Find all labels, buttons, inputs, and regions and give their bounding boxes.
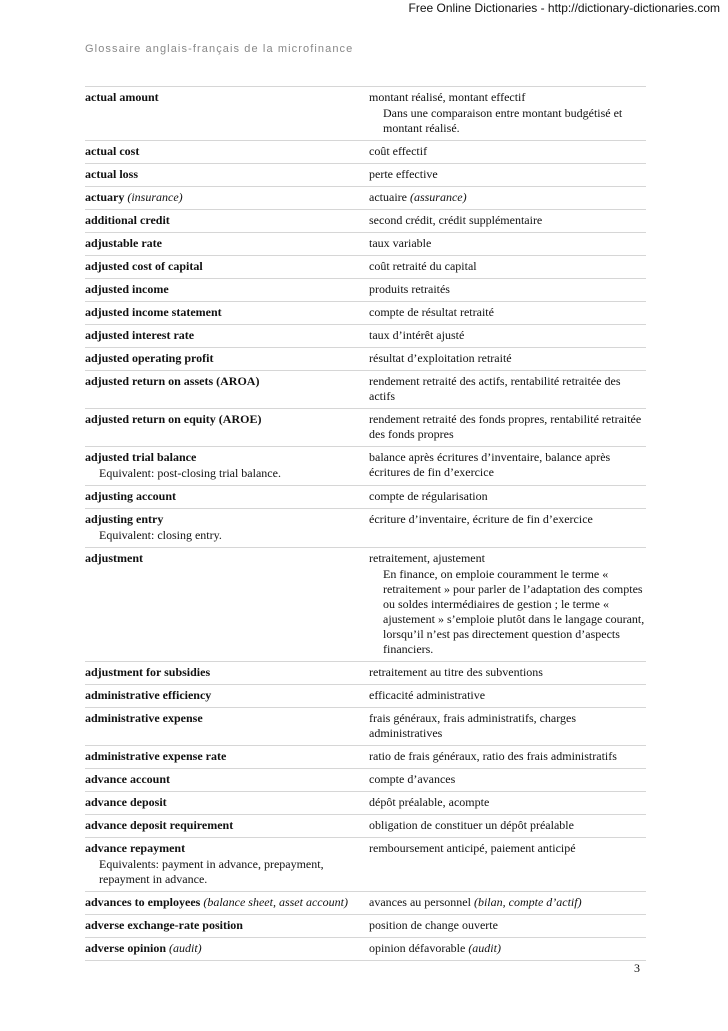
english-cell [85,918,369,933]
english-cell [85,190,369,205]
glossary-row [85,371,646,409]
english-term: adjustable rate [85,236,162,250]
french-translation: rendement retraité des actifs, rentabilité retraitée des actifs [369,374,621,403]
french-translation: coût retraité du capital [369,259,477,273]
english-cell [85,895,369,910]
glossary-row [85,233,646,256]
french-translation: avances au personnel [369,895,471,909]
english-term: advance deposit requirement [85,818,234,832]
english-term: additional credit [85,213,170,227]
french-cell [369,772,646,787]
glossary-table [85,86,646,961]
glossary-row [85,164,646,187]
french-cell [369,918,646,933]
french-cell [369,489,646,504]
glossary-row [85,486,646,509]
french-translation: montant réalisé, montant effectif [369,90,526,104]
english-cell [85,282,369,297]
english-term: adverse opinion [85,941,167,955]
english-cell [85,665,369,680]
french-translation: remboursement anticipé, paiement anticipé [369,841,576,855]
english-cell [85,259,369,274]
english-cell [85,711,369,741]
french-translation: coût effectif [369,144,428,158]
english-cell [85,213,369,228]
glossary-row [85,685,646,708]
french-cell [369,190,646,205]
english-term: adjusted income statement [85,305,222,319]
glossary-row [85,769,646,792]
english-term: actual amount [85,90,159,104]
glossary-row [85,86,646,141]
french-translation: obligation de constituer un dépôt préalable [369,818,574,832]
english-term: advances to employees [85,895,201,909]
english-cell [85,941,369,956]
english-term: adjusted cost of capital [85,259,203,273]
english-term: actual cost [85,144,140,158]
french-translation: rendement retraité des fonds propres, rentabilité retraitée des fonds propres [369,412,642,441]
french-translation: perte effective [369,167,438,181]
english-term: administrative expense rate [85,749,227,763]
french-cell [369,665,646,680]
french-cell [369,236,646,251]
french-cell [369,374,646,404]
french-translation: balance après écritures d’inventaire, balance après écritures de fin d’exercice [369,450,611,479]
english-cell [85,841,369,887]
english-equivalent: Equivalent: closing entry. [99,528,222,542]
glossary-row [85,187,646,210]
french-cell [369,259,646,274]
french-cell [369,688,646,703]
french-translation: actuaire [369,190,407,204]
english-cell [85,772,369,787]
glossary-row [85,141,646,164]
french-translation: taux d’intérêt ajusté [369,328,465,342]
english-cell [85,412,369,442]
french-cell [369,213,646,228]
glossary-row [85,548,646,662]
french-translation: second crédit, crédit supplémentaire [369,213,543,227]
french-cell [369,711,646,741]
glossary-row [85,815,646,838]
glossary-row [85,509,646,548]
french-usage-note: En finance, on emploie couramment le terme « retraitement » pour parler de l’adaptation des comptes ou soldes intermédiaires de gestion ; le terme « ajustement » s’emploie plutôt dans le langage courant, lorsqu’il n’est pas directement question d’aspects financiers. [383,567,645,656]
french-qualifier: (assurance) [409,190,467,204]
french-cell [369,818,646,833]
french-translation: produits retraités [369,282,450,296]
glossary-row [85,279,646,302]
english-cell [85,305,369,320]
english-cell [85,328,369,343]
glossary-row [85,746,646,769]
french-cell [369,90,646,136]
french-translation: efficacité administrative [369,688,486,702]
english-term: adverse exchange-rate position [85,918,243,932]
english-term: adjusted trial balance [85,450,197,464]
french-translation: compte de régularisation [369,489,488,503]
site-banner-text[interactable]: Free Online Dictionaries - http://dictionary-dictionaries.com [408,1,720,15]
french-translation: position de change ouverte [369,918,498,932]
english-term: advance deposit [85,795,167,809]
french-usage-note: Dans une comparaison entre montant budgétisé et montant réalisé. [383,106,623,135]
english-cell [85,450,369,481]
french-cell [369,412,646,442]
french-cell [369,351,646,366]
french-cell [369,895,646,910]
french-translation: résultat d’exploitation retraité [369,351,512,365]
french-cell [369,749,646,764]
french-translation: opinion défavorable [369,941,466,955]
french-translation: retraitement au titre des subventions [369,665,543,679]
french-translation: compte d’avances [369,772,456,786]
french-cell [369,450,646,481]
english-cell [85,144,369,159]
page-number: 3 [634,961,640,975]
english-term: administrative efficiency [85,688,212,702]
english-term: advance account [85,772,170,786]
french-cell [369,512,646,543]
english-term: actuary [85,190,125,204]
english-term: adjusted interest rate [85,328,195,342]
french-cell [369,167,646,182]
french-qualifier: (audit) [468,941,501,955]
english-cell [85,512,369,543]
english-qualifier: (balance sheet, asset account) [203,895,348,909]
french-translation: dépôt préalable, acompte [369,795,490,809]
english-equivalent: Equivalent: post-closing trial balance. [99,466,281,480]
english-term: adjusted return on assets (AROA) [85,374,260,388]
english-cell [85,795,369,810]
french-cell [369,795,646,810]
english-cell [85,167,369,182]
english-equivalent: Equivalents: payment in advance, prepayment, repayment in advance. [99,857,324,886]
english-cell [85,749,369,764]
french-translation: ratio de frais généraux, ratio des frais administratifs [369,749,617,763]
french-cell [369,551,646,657]
site-banner [0,0,728,17]
english-term: adjusted operating profit [85,351,214,365]
english-term: advance repayment [85,841,186,855]
french-qualifier: (bilan, compte d’actif) [473,895,582,909]
english-qualifier: (insurance) [127,190,183,204]
english-qualifier: (audit) [169,941,202,955]
french-cell [369,282,646,297]
glossary-row [85,915,646,938]
french-cell [369,941,646,956]
glossary-row [85,256,646,279]
english-term: administrative expense [85,711,203,725]
glossary-row [85,409,646,447]
document-running-title: Glossaire anglais-français de la microfinance [85,43,354,55]
english-cell [85,551,369,657]
english-cell [85,351,369,366]
english-term: adjusting account [85,489,177,503]
glossary-row [85,348,646,371]
glossary-row [85,447,646,486]
glossary-row [85,210,646,233]
english-term: adjustment for subsidies [85,665,211,679]
english-term: adjusted return on equity (AROE) [85,412,262,426]
glossary-row [85,662,646,685]
glossary-row [85,708,646,746]
glossary-row [85,938,646,961]
french-cell [369,841,646,887]
french-translation: écriture d’inventaire, écriture de fin d’exercice [369,512,593,526]
english-term: adjustment [85,551,144,565]
english-cell [85,688,369,703]
glossary-row [85,838,646,892]
english-term: adjusted income [85,282,169,296]
french-cell [369,328,646,343]
french-cell [369,305,646,320]
english-cell [85,236,369,251]
glossary-row [85,325,646,348]
french-translation: compte de résultat retraité [369,305,494,319]
english-cell [85,90,369,136]
glossary-row [85,302,646,325]
french-cell [369,144,646,159]
french-translation: taux variable [369,236,432,250]
french-translation: retraitement, ajustement [369,551,485,565]
english-term: adjusting entry [85,512,164,526]
glossary-row [85,892,646,915]
english-cell [85,374,369,404]
english-cell [85,818,369,833]
glossary-row [85,792,646,815]
english-cell [85,489,369,504]
english-term: actual loss [85,167,139,181]
french-translation: frais généraux, frais administratifs, charges administratives [369,711,577,740]
